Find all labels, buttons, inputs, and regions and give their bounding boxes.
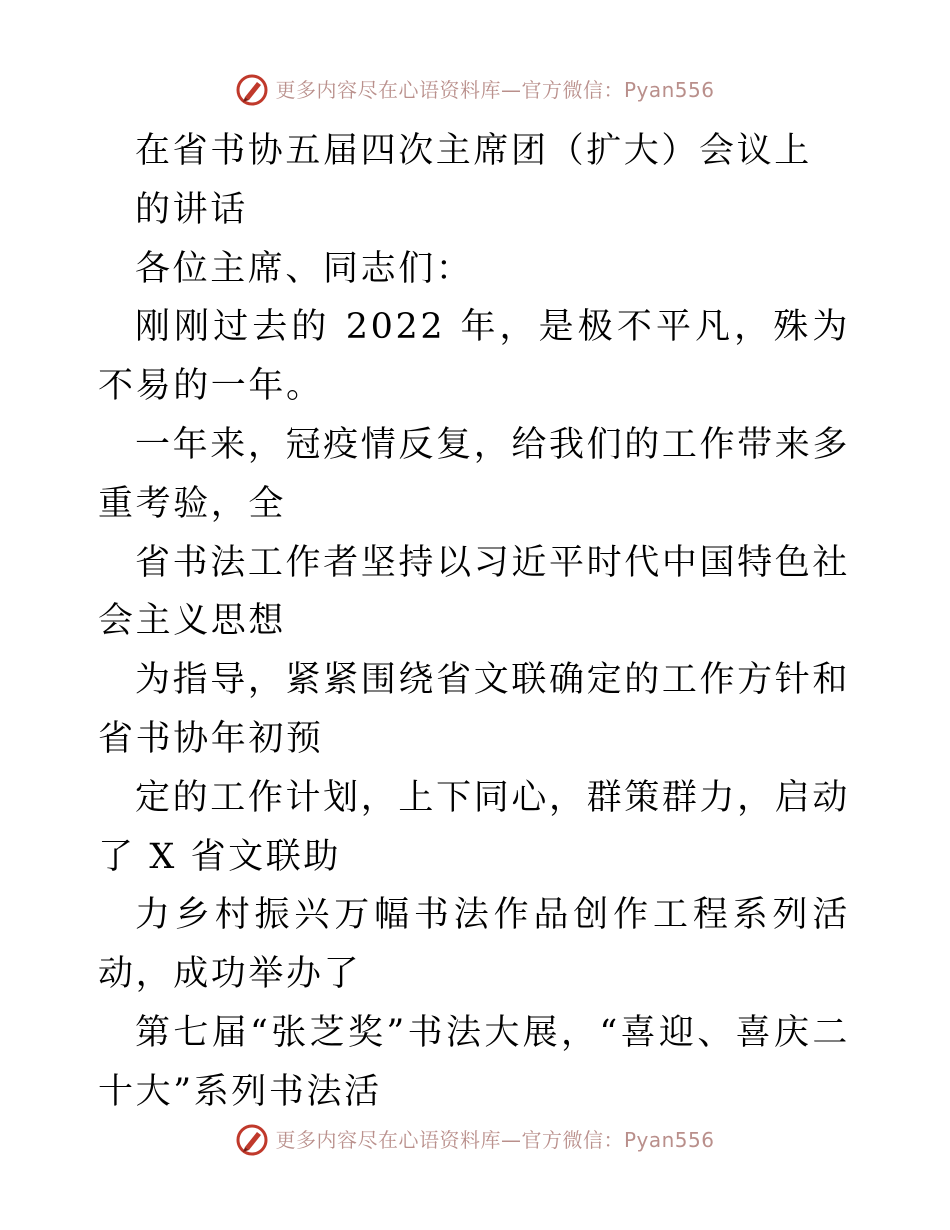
paragraph-title-line-1: 在省书协五届四次主席团（扩大）会议上 (135, 131, 812, 171)
watermark-text: 更多内容尽在心语资料库—官方微信：Pyan556 (275, 78, 715, 102)
paragraph: 一年来，冠疫情反复，给我们的工作带来多重考验，全 (98, 424, 850, 524)
pen-nib-circle-icon (235, 1123, 269, 1157)
paragraph: 为指导，紧紧围绕省文联确定的工作方针和省书协年初预 (98, 660, 850, 759)
paragraph-salutation: 各位主席、同志们： (135, 248, 474, 289)
paragraph-title-line-2: 的讲话 (135, 189, 248, 230)
paragraph: 定的工作计划，上下同心，群策群力，启动了 X 省文联助 (98, 777, 850, 877)
paragraph: 第七届“张芝奖”书法大展，“喜迎、喜庆二十大”系列书法活 (98, 1012, 850, 1112)
watermark-text: 更多内容尽在心语资料库—官方微信：Pyan556 (275, 1128, 715, 1152)
paragraph: 省书法工作者坚持以习近平时代中国特色社会主义思想 (98, 542, 850, 642)
paragraph: 力乡村振兴万幅书法作品创作工程系列活动，成功举办了 (98, 895, 850, 995)
document-body (98, 122, 850, 1112)
footer-watermark (0, 1120, 950, 1160)
paragraph: 刚刚过去的 2022 年，是极不平凡，殊为不易的一年。 (98, 307, 850, 407)
header-watermark (0, 70, 950, 110)
pen-nib-circle-icon (235, 73, 269, 107)
